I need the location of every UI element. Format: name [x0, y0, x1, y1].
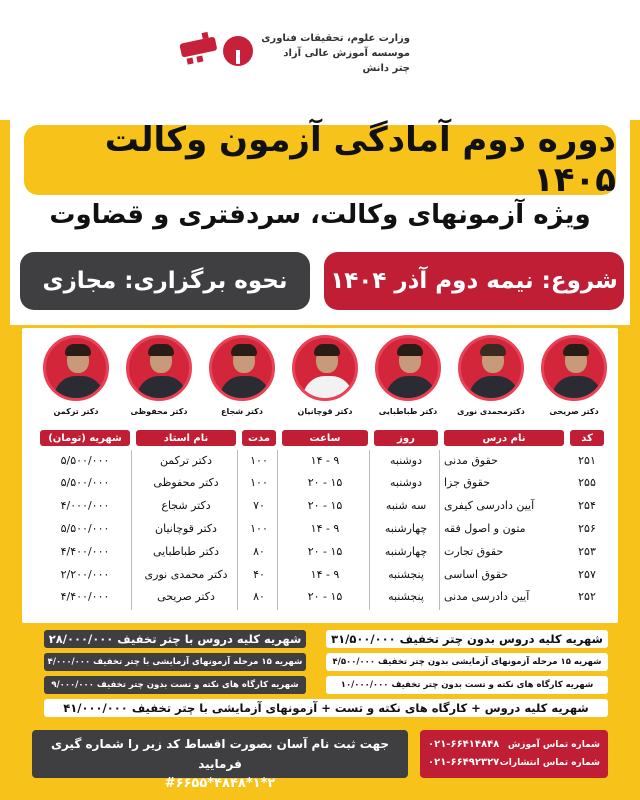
teacher-card	[123, 335, 195, 416]
cell-duration: ۸۰	[253, 590, 265, 604]
cell-day: دوشنبه	[390, 476, 422, 490]
price-full-package: شهریه کلیه دروس + کارگاه های نکته و تست + آزمونهای آزمایشی با چتر تخفیف ۴۱/۰۰۰/۰۰۰	[44, 699, 608, 717]
teacher-card	[372, 335, 444, 416]
title-banner	[24, 120, 616, 200]
cell-day: پنجشنبه	[388, 590, 424, 604]
cell-code: ۲۵۱	[578, 453, 596, 467]
cell-duration: ۱۰۰	[250, 521, 268, 535]
cell-code: ۲۵۵	[578, 476, 596, 490]
education-phone[interactable]: ۰۲۱-۶۶۴۱۴۸۴۸	[428, 739, 500, 750]
cell-duration: ۴۰	[253, 567, 265, 581]
cell-teacher: دکتر صریحی	[157, 590, 215, 604]
teacher-card	[289, 335, 361, 416]
header-time: ساعت	[282, 430, 368, 446]
cell-day: چهارشنبه	[384, 521, 428, 535]
cell-fee: ۴/۴۰۰/۰۰۰	[60, 544, 110, 558]
teacher-name: دکتر صریحی	[549, 407, 599, 416]
teacher-name: دکتر شجاع	[221, 407, 263, 416]
delivery-mode-pill	[20, 252, 310, 310]
cell-fee: ۴/۴۰۰/۰۰۰	[60, 590, 110, 604]
teacher-name: دکتر قوچانیان	[297, 407, 353, 416]
course-title: دوره دوم آمادگی آزمون وکالت ۱۴۰۵	[104, 120, 616, 200]
column-divider	[369, 450, 370, 610]
price-workshops-discount: شهریه کارگاه های نکته و تست بدون چتر تخفیف ۹/۰۰۰/۰۰۰	[44, 676, 306, 694]
column-divider	[131, 450, 132, 610]
cell-time: ۲۰ - ۱۵	[307, 590, 343, 604]
header-course: نام درس	[444, 430, 564, 446]
teacher-card	[40, 335, 112, 416]
cell-time: ۲۰ - ۱۵	[307, 544, 343, 558]
installment-box	[32, 730, 408, 791]
cell-duration: ۷۰	[253, 499, 265, 513]
price-mock-exams-no-discount: شهریه ۱۵ مرحله آزمونهای آزمایشی بدون چتر تخفیف ۴/۵۰۰/۰۰۰	[326, 653, 608, 671]
publication-phone[interactable]: ۰۲۱-۶۶۴۹۲۳۲۷	[428, 757, 500, 768]
cell-duration: ۱۰۰	[250, 476, 268, 490]
installment-text: جهت ثبت نام آسان بصورت اقساط کد زیر را شماره گیری فرمایید	[50, 737, 390, 771]
cell-course: حقوق مدنی	[444, 453, 498, 467]
header-code: کد	[570, 430, 604, 446]
cell-duration: ۱۰۰	[250, 453, 268, 467]
institute-line-1: وزارت علوم، تحقیقات فناوری	[261, 32, 410, 44]
cell-day: چهارشنبه	[384, 544, 428, 558]
cell-fee: ۵/۵۰۰/۰۰۰	[60, 521, 110, 535]
cell-course: حقوق تجارت	[444, 544, 504, 558]
cell-fee: ۴/۰۰۰/۰۰۰	[60, 499, 110, 513]
cell-fee: ۲/۲۰۰/۰۰۰	[60, 567, 110, 581]
logo	[179, 30, 410, 76]
logo-wordmark	[177, 30, 221, 70]
column-divider	[237, 450, 238, 610]
price-mock-exams-discount: شهریه ۱۵ مرحله آزمونهای آزمایشی با چتر تخفیف ۴/۰۰۰/۰۰۰	[44, 653, 306, 671]
cell-course: آیین دادرسی مدنی	[444, 590, 530, 604]
course-subtitle: ویژه آزمونهای وکالت، سردفتری و قضاوت	[49, 200, 591, 230]
cell-day: پنجشنبه	[388, 567, 424, 581]
publication-phone-label: شماره تماس انتشارات	[499, 758, 600, 768]
cell-code: ۲۵۲	[578, 590, 596, 604]
price-all-courses-no-discount: شهریه کلیه دروس بدون چتر تخفیف ۳۱/۵۰۰/۰۰۰	[326, 630, 608, 648]
cell-teacher: دکتر ترکمن	[159, 453, 213, 467]
cell-teacher: دکتر قوچانیان	[155, 521, 217, 535]
avatar	[209, 335, 275, 401]
teacher-name: دکتر محفوظی	[130, 407, 188, 416]
teacher-card	[455, 335, 527, 416]
cell-duration: ۸۰	[253, 544, 265, 558]
cell-day: سه شنبه	[385, 499, 427, 513]
teacher-card	[206, 335, 278, 416]
cell-teacher: دکتر محمدی نوری	[144, 567, 228, 581]
price-all-courses-discount: شهریه کلیه دروس با چتر تخفیف ۲۸/۰۰۰/۰۰۰	[44, 630, 306, 648]
teacher-card	[538, 335, 610, 416]
header-fee: شهریه (تومان)	[40, 430, 130, 446]
avatar	[126, 335, 192, 401]
column-divider	[439, 450, 440, 610]
cell-course: متون و اصول فقه	[444, 521, 526, 535]
price-workshops-no-discount: شهریه کارگاه های نکته و تست بدون چتر تخفیف ۱۰/۰۰۰/۰۰۰	[326, 676, 608, 694]
institute-text	[261, 31, 410, 76]
cell-time: ۲۰ - ۱۵	[307, 476, 343, 490]
start-date-pill	[324, 252, 624, 310]
education-phone-label: شماره تماس آموزش	[507, 740, 600, 750]
cell-course: حقوق جزا	[444, 476, 491, 490]
cell-course: آیین دادرسی کیفری	[444, 499, 535, 513]
cell-time: ۱۴ - ۹	[310, 567, 340, 581]
avatar	[375, 335, 441, 401]
cell-code: ۲۵۴	[578, 499, 596, 513]
column-divider	[277, 450, 278, 610]
institute-line-3: چتر دانش	[362, 62, 410, 74]
cell-time: ۱۴ - ۹	[310, 453, 340, 467]
cell-code: ۲۵۳	[578, 544, 596, 558]
cell-fee: ۵/۵۰۰/۰۰۰	[60, 476, 110, 490]
umbrella-icon	[223, 36, 253, 66]
contact-box	[420, 730, 608, 778]
cell-code: ۲۵۶	[578, 521, 596, 535]
teacher-name: دکتر طباطبایی	[378, 407, 438, 416]
installment-code: #۶۶۵۵*۴۸۴۸*۱*۲	[164, 776, 276, 791]
cell-teacher: دکتر طباطبایی	[152, 544, 220, 558]
avatar	[292, 335, 358, 401]
avatar	[458, 335, 524, 401]
teacher-name: دکتر ترکمن	[53, 407, 99, 416]
teacher-name: دکترمحمدی نوری	[457, 407, 525, 416]
delivery-mode-text: نحوه برگزاری: مجازی	[42, 268, 288, 294]
header-duration: مدت	[242, 430, 276, 446]
cell-teacher: دکتر شجاع	[161, 499, 211, 513]
header-teacher: نام استاد	[136, 430, 236, 446]
cell-fee: ۵/۵۰۰/۰۰۰	[60, 453, 110, 467]
institute-line-2: موسسه آموزش عالی آزاد	[283, 47, 410, 59]
cell-course: حقوق اساسی	[444, 567, 509, 581]
header-day: روز	[374, 430, 438, 446]
cell-teacher: دکتر محفوظی	[153, 476, 219, 490]
avatar	[541, 335, 607, 401]
cell-code: ۲۵۷	[578, 567, 596, 581]
avatar	[43, 335, 109, 401]
cell-day: دوشنبه	[390, 453, 422, 467]
cell-time: ۱۴ - ۹	[310, 521, 340, 535]
logo-mark	[179, 30, 253, 76]
start-date-text: شروع: نیمه دوم آذر ۱۴۰۴	[330, 268, 618, 294]
cell-time: ۲۰ - ۱۵	[307, 499, 343, 513]
